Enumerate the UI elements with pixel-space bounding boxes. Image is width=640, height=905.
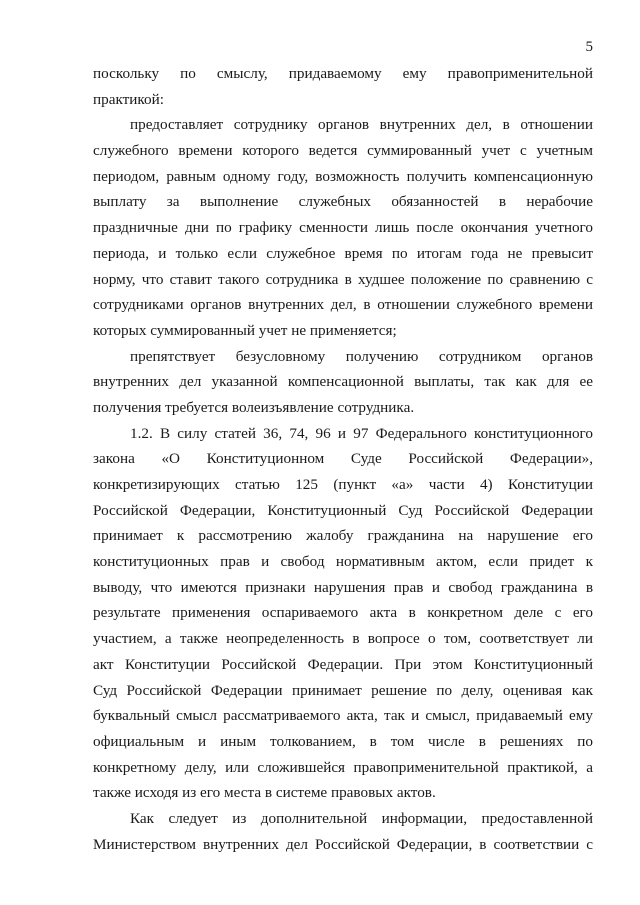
text-line: Как следует из дополнительной информации, предоставленной (130, 809, 593, 827)
text-line: закона «О Конституционном Суде Российской Федерации», (93, 450, 593, 468)
paragraph (93, 112, 593, 343)
text-line: 1.2. В силу статей 36, 74, 96 и 97 Федерального конституционного (130, 424, 593, 442)
text-line: предоставляет сотруднику органов внутренних дел, в отношении (130, 116, 593, 134)
text-line: участием, а также неопределенность в вопросе о том, соответствует ли (93, 630, 593, 648)
text-line: получения требуется волеизъявление сотрудника. (93, 398, 415, 416)
text-line: праздничные дни по графику сменности лишь после окончания учетного (93, 219, 593, 237)
document-body (93, 61, 593, 857)
text-line: практикой: (93, 90, 164, 108)
text-line: внутренних дел указанной компенсационной выплаты, так как для ее (93, 373, 593, 391)
text-line: Министерством внутренних дел Российской Федерации, в соответствии с (93, 835, 593, 853)
text-line: служебного времени которого ведется суммированный учет с учетным (93, 142, 593, 160)
text-line: норму, что ставит такого сотрудника в худшее положение по сравнению с (93, 270, 593, 288)
text-line: которых суммированный учет не применяется; (93, 321, 397, 339)
text-line: принимает к рассмотрению жалобу гражданина на нарушение его (93, 527, 593, 545)
text-line: выводу, что имеются признаки нарушения прав и свобод гражданина в (93, 578, 593, 596)
text-line: периодом, равным одному году, возможность получить компенсационную (93, 167, 593, 185)
paragraph (93, 61, 593, 112)
text-line: Суд Российской Федерации принимает решение по делу, оценивая как (93, 681, 593, 699)
text-line: результате применения оспариваемого акта в конкретном деле с его (93, 604, 593, 622)
text-line: выплату за выполнение служебных обязанностей в нерабочие (93, 193, 593, 211)
text-line: акт Конституции Российской Федерации. При этом Конституционный (93, 655, 593, 673)
paragraph (93, 806, 593, 857)
text-line: конституционных прав и свобод нормативным актом, если придет к (93, 553, 593, 571)
text-line: Российской Федерации, Конституционный Суд Российской Федерации (93, 501, 593, 519)
paragraph (93, 421, 593, 806)
text-line: конкретному делу, или сложившейся правоприменительной практикой, а (93, 758, 593, 776)
text-line: сотрудниками органов внутренних дел, в отношении служебного времени (93, 296, 593, 314)
page-number: 5 (585, 39, 593, 55)
text-line: поскольку по смыслу, придаваемому ему правоприменительной (93, 65, 593, 82)
text-line: также исходя из его места в системе правовых актов. (93, 784, 436, 802)
text-line: буквальный смысл рассматриваемого акта, так и смысл, придаваемый ему (93, 707, 593, 725)
text-line: препятствует безусловному получению сотрудником органов (130, 347, 593, 365)
text-line: официальным и иным толкованием, в том числе в решениях по (93, 732, 593, 750)
text-line: периода, и только если служебное время по итогам года не превысит (93, 244, 593, 262)
text-line: конкретизирующих статью 125 (пункт «а» части 4) Конституции (93, 476, 593, 493)
paragraph (93, 344, 593, 421)
